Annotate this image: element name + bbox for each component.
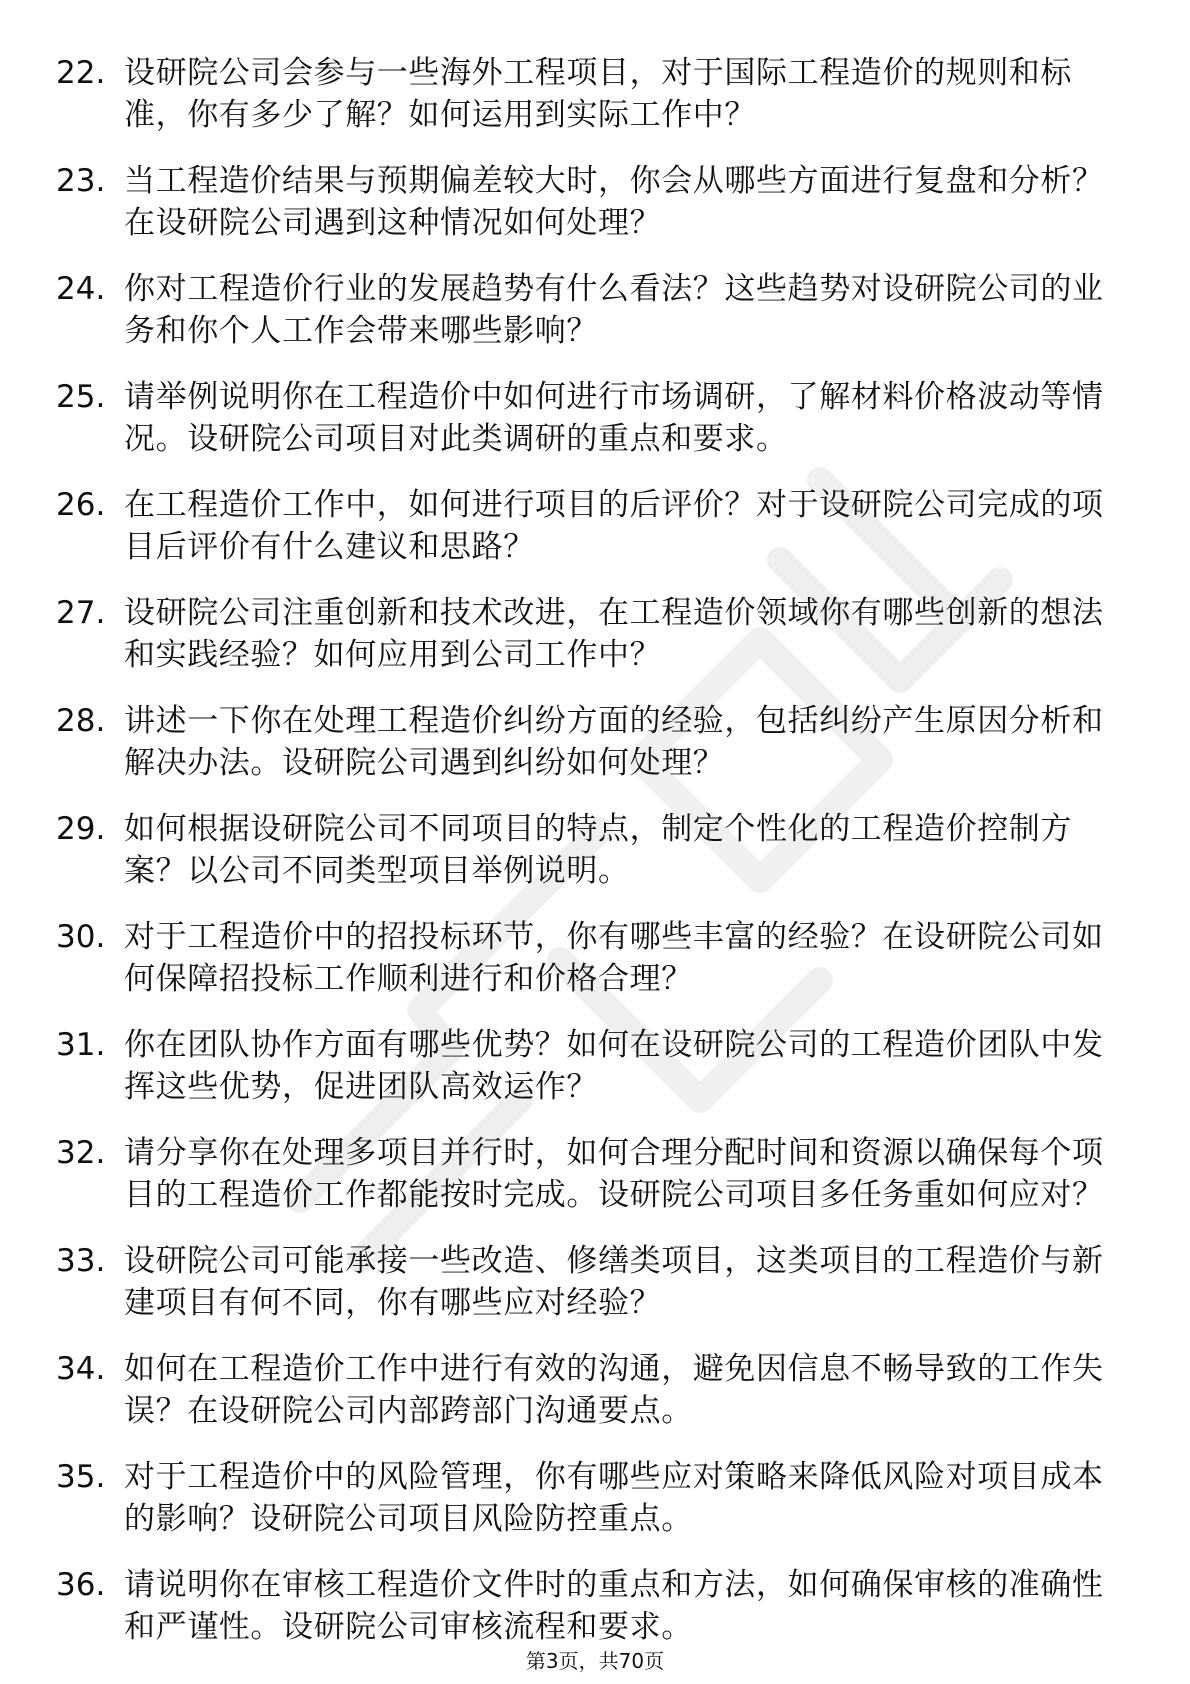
question-number: 35. [56, 1459, 106, 1495]
question-item [56, 592, 1106, 676]
question-item [56, 700, 1106, 784]
question-item [56, 268, 1106, 352]
question-item [56, 376, 1106, 460]
question-number: 30. [56, 919, 106, 955]
question-text: 你在团队协作方面有哪些优势？如何在设研院公司的工程造价团队中发挥这些优势，促进团队高效运作？ [124, 1027, 1104, 1105]
question-text: 当工程造价结果与预期偏差较大时，你会从哪些方面进行复盘和分析？在设研院公司遇到这种情况如何处理？ [124, 163, 1104, 241]
question-text: 对于工程造价中的风险管理，你有哪些应对策略来降低风险对项目成本的影响？设研院公司项目风险防控重点。 [124, 1459, 1104, 1537]
question-text: 在工程造价工作中，如何进行项目的后评价？对于设研院公司完成的项目后评价有什么建议和思路？ [124, 487, 1104, 565]
question-item [56, 808, 1106, 892]
question-text: 如何在工程造价工作中进行有效的沟通，避免因信息不畅导致的工作失误？在设研院公司内部跨部门沟通要点。 [124, 1351, 1104, 1429]
question-item [56, 916, 1106, 1000]
question-number: 28. [56, 703, 106, 739]
question-number: 23. [56, 163, 106, 199]
question-text: 如何根据设研院公司不同项目的特点，制定个性化的工程造价控制方案？以公司不同类型项目举例说明。 [124, 811, 1072, 889]
question-number: 24. [56, 271, 106, 307]
question-item [56, 1348, 1106, 1432]
question-text: 请分享你在处理多项目并行时，如何合理分配时间和资源以确保每个项目的工程造价工作都能按时完成。设研院公司项目多任务重如何应对？ [124, 1135, 1104, 1213]
question-number: 26. [56, 487, 106, 523]
question-item [56, 1024, 1106, 1108]
question-item [56, 484, 1106, 568]
question-text: 对于工程造价中的招投标环节，你有哪些丰富的经验？在设研院公司如何保障招投标工作顺利进行和价格合理？ [124, 919, 1104, 997]
question-item [56, 52, 1106, 136]
question-number: 32. [56, 1135, 106, 1171]
question-text: 设研院公司会参与一些海外工程项目，对于国际工程造价的规则和标准，你有多少了解？如何运用到实际工作中？ [124, 55, 1072, 133]
question-item [56, 1132, 1106, 1216]
question-number: 22. [56, 55, 106, 91]
question-item [56, 1240, 1106, 1324]
question-number: 34. [56, 1351, 106, 1387]
question-item [56, 1564, 1106, 1648]
question-number: 33. [56, 1243, 106, 1279]
question-list [56, 52, 1106, 1672]
page-number-footer: 第3页，共70页 [525, 1649, 665, 1673]
question-number: 29. [56, 811, 106, 847]
question-item [56, 160, 1106, 244]
question-text: 请说明你在审核工程造价文件时的重点和方法，如何确保审核的准确性和严谨性。设研院公司审核流程和要求。 [124, 1567, 1104, 1645]
question-number: 31. [56, 1027, 106, 1063]
question-text: 你对工程造价行业的发展趋势有什么看法？这些趋势对设研院公司的业务和你个人工作会带来哪些影响？ [124, 271, 1104, 349]
question-number: 27. [56, 595, 106, 631]
question-text: 请举例说明你在工程造价中如何进行市场调研，了解材料价格波动等情况。设研院公司项目对此类调研的重点和要求。 [124, 379, 1104, 457]
question-item [56, 1456, 1106, 1540]
question-number: 25. [56, 379, 106, 415]
question-text: 设研院公司可能承接一些改造、修缮类项目，这类项目的工程造价与新建项目有何不同，你有哪些应对经验？ [124, 1243, 1104, 1321]
question-text: 设研院公司注重创新和技术改进，在工程造价领域你有哪些创新的想法和实践经验？如何应用到公司工作中？ [124, 595, 1104, 673]
question-number: 36. [56, 1567, 106, 1603]
question-text: 讲述一下你在处理工程造价纠纷方面的经验，包括纠纷产生原因分析和解决办法。设研院公司遇到纠纷如何处理？ [124, 703, 1104, 781]
